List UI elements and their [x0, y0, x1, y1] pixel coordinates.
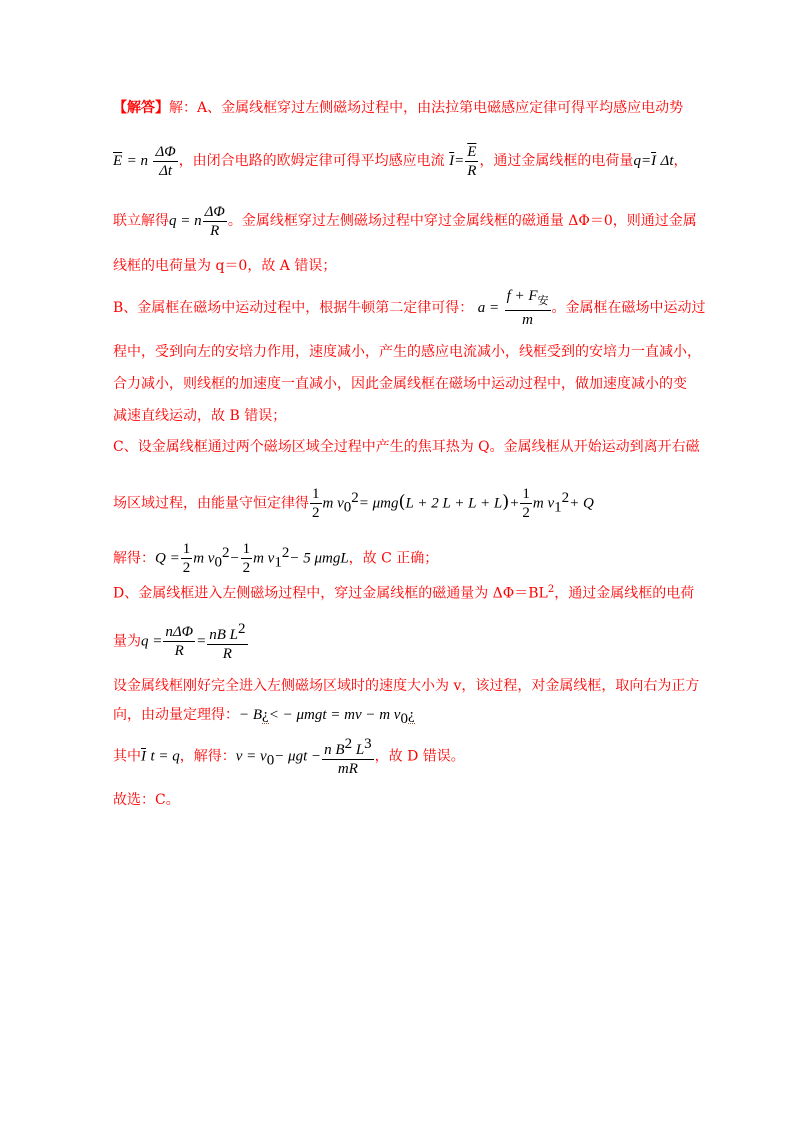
current-denominator: R	[467, 162, 477, 179]
half-num-2: 1	[522, 486, 530, 503]
line5-eq: t = q	[150, 748, 180, 765]
momentum-placeholder2: ¿	[407, 707, 415, 723]
heat-term4-sup: 2	[281, 545, 290, 561]
intro-text: 解：A、金属线框穿过左侧磁场过程中，由法拉第电磁感应定律可得平均感应电动势	[169, 100, 684, 116]
emf-eq-mid: = n	[126, 153, 148, 169]
paren-left: (	[398, 491, 406, 513]
momentum-term2-sub: 0	[400, 710, 408, 727]
heat-minus: −	[229, 550, 240, 567]
velocity-fraction	[322, 735, 374, 778]
d-charge-frac1-num: nΔΦ	[165, 624, 194, 640]
solution-heading	[113, 98, 683, 118]
velocity-den: mR	[337, 761, 358, 777]
option-a-line3-text2: 。金属线框穿过左侧磁场过程中穿过金属线框的磁通量 ΔΦ＝0，则通过金属	[227, 213, 697, 229]
velocity-term1-sub: 0	[266, 752, 275, 769]
heat-term5: − 5 μmgL	[289, 550, 349, 567]
accel-fraction	[505, 287, 551, 329]
answer-tag: 【解答】	[113, 100, 169, 116]
energy-term3: L + 2 L + L + L	[405, 495, 503, 512]
current-fraction	[465, 143, 478, 180]
energy-term5-sub: 1	[554, 499, 562, 516]
heat-half-2-num: 1	[242, 541, 251, 558]
heat-half-1	[181, 540, 193, 577]
option-b-line3: 合力减小，则线框的加速度一直减小，因此金属线框在磁场中运动过程中，做加速度减小的变	[113, 376, 687, 392]
option-d-line4-text: 向，由动量定理得：	[113, 707, 239, 723]
heat-term2-sub: 0	[214, 554, 222, 571]
heat-half-2	[241, 540, 253, 577]
option-b-text2: 。金属框在磁场中运动过	[551, 300, 706, 316]
heat-term4: m v	[253, 550, 275, 567]
option-c-line3-text1: 解得：	[113, 550, 155, 567]
accel-lhs: a =	[477, 300, 500, 316]
line5-current: $\overline{I}$	[141, 748, 146, 765]
paren-right: )	[502, 491, 510, 513]
emf-denominator: Δt	[159, 162, 173, 179]
option-d-line2	[113, 620, 249, 663]
charge-eq2-lhs: q = n	[169, 213, 202, 229]
charge-eq: =	[640, 153, 652, 169]
velocity-num: n B	[324, 742, 345, 758]
charge-current: $\overline{I}$	[651, 153, 657, 169]
option-d-line3: 设金属线框刚好完全进入左侧磁场区域时的速度大小为 v，该过程，对金属线框，取向右为正方	[113, 678, 700, 694]
option-c-line3-text2: ，故 C 正确；	[348, 550, 439, 567]
option-a-formula-line: $\overline{E} = n$ $\frac{\Delta\Phi}{\Delta t}$ ，由闭合电路的欧姆定律可得平均感应电流 $\overline{I}=$ $\frac{\overline{E}}{R}$ ，通过金属线框的电荷量$q=\overline{I}$ Δt，	[113, 143, 688, 179]
charge-eq2-den: R	[210, 222, 220, 239]
option-a-text2: ，通过金属线框的电荷量	[479, 153, 634, 169]
option-b-line2: 程中，受到向左的安培力作用，速度减小，产生的感应电流减小，线框受到的安培力一直减小，	[113, 344, 701, 360]
heat-half-1-den: 2	[182, 560, 191, 577]
d-charge-frac1	[163, 623, 195, 660]
heat-half-1-num: 1	[182, 541, 191, 558]
option-d-line4	[113, 705, 415, 729]
avg-current-symbol: $\overline{I}$	[449, 153, 455, 169]
current-numerator: $\overline{E}$	[467, 143, 477, 160]
energy-term6: + Q	[569, 495, 594, 512]
option-d-line2-text: 量为	[113, 633, 141, 650]
energy-plus: +	[509, 495, 520, 512]
emf-numerator: ΔΦ	[155, 143, 176, 160]
option-d-line5-text1: 其中	[113, 748, 141, 765]
half-num: 1	[312, 486, 320, 503]
option-c-line2	[113, 478, 594, 527]
energy-term5-sup: 2	[561, 490, 570, 506]
energy-term1-sup: 2	[351, 490, 359, 506]
velocity-term2: − μgt −	[274, 748, 322, 765]
option-c-line3	[113, 533, 438, 582]
velocity-num-sup1: 2	[344, 736, 353, 752]
option-c-line1: C、设金属线框通过两个磁场区域全过程中产生的焦耳热为 Q。金属线框从开始运动到离开右磁	[113, 439, 700, 455]
option-d-line5-text2: ，解得：	[179, 748, 236, 765]
heat-term4-sub: 1	[274, 554, 282, 571]
emf-fraction	[153, 143, 177, 180]
option-d-line1-text1: D、金属线框进入左侧磁场过程中，穿过金属线框的磁通量为 ΔΦ＝BL	[113, 585, 548, 602]
option-d-line5	[113, 735, 465, 780]
half-den-2: 2	[522, 505, 530, 522]
option-d-line1-text2: ，通过金属线框的电荷	[554, 585, 695, 602]
velocity-num2: L	[352, 742, 365, 758]
option-b-line1	[113, 287, 706, 329]
momentum-term2: < − μmgt = mv − m v	[268, 707, 401, 723]
heat-term2: m v	[193, 550, 215, 567]
momentum-term1: − B	[239, 707, 263, 723]
heat-half-2-den: 2	[242, 560, 251, 577]
d-charge-lhs: q =	[141, 633, 163, 650]
half-fraction	[310, 485, 322, 522]
energy-term1: m v	[322, 495, 344, 512]
d-charge-frac2-sup: 2	[238, 621, 246, 637]
option-d-line1	[113, 580, 694, 604]
d-charge-frac2-num: nB L	[209, 627, 238, 643]
charge-eq2-fraction	[203, 203, 227, 240]
option-a-line4: 线框的电荷量为 q＝0，故 A 错误；	[113, 258, 337, 274]
charge-symbol: q	[633, 153, 641, 169]
energy-term5: m v	[532, 495, 555, 512]
option-a-line3-text1: 联立解得	[113, 213, 169, 229]
comma: ，	[673, 153, 688, 169]
option-d-line1-sup: 2	[547, 584, 555, 595]
energy-term1-sub: 0	[343, 499, 352, 516]
option-b-text1: B、金属框在磁场中运动过程中，根据牛顿第二定律可得：	[113, 300, 474, 316]
charge-eq2-num: ΔΦ	[204, 203, 225, 220]
accel-numerator: f + F	[506, 288, 538, 304]
option-d-line5-text3: ，故 D 错误。	[374, 748, 465, 765]
half-den: 2	[312, 505, 320, 522]
charge-dt: Δt	[660, 153, 674, 169]
option-a-text1: ，由闭合电路的欧姆定律可得平均感应电流	[178, 153, 445, 169]
option-c-line2-text: 场区域过程，由能量守恒定律得	[113, 495, 309, 512]
accel-subscript: 安	[537, 295, 549, 307]
velocity-term1: v = v	[235, 748, 267, 765]
d-charge-eq: =	[196, 633, 207, 650]
heat-lhs: Q =	[155, 550, 180, 567]
d-charge-frac2-den: R	[222, 646, 232, 662]
d-charge-frac2	[207, 620, 247, 663]
momentum-placeholder1: ¿	[262, 707, 269, 723]
d-charge-frac1-den: R	[174, 643, 184, 659]
final-answer: 故选：C。	[113, 792, 180, 808]
avg-emf-symbol: $\overline{E}$	[113, 153, 123, 169]
heat-term2-sup: 2	[221, 545, 230, 561]
option-b-line4: 减速直线运动，故 B 错误；	[113, 408, 287, 424]
option-a-line3	[113, 201, 697, 241]
velocity-num-sup2: 3	[364, 736, 372, 752]
half-fraction-2	[520, 485, 532, 522]
accel-denominator: m	[522, 312, 533, 328]
energy-term2: = μmg	[358, 495, 399, 512]
